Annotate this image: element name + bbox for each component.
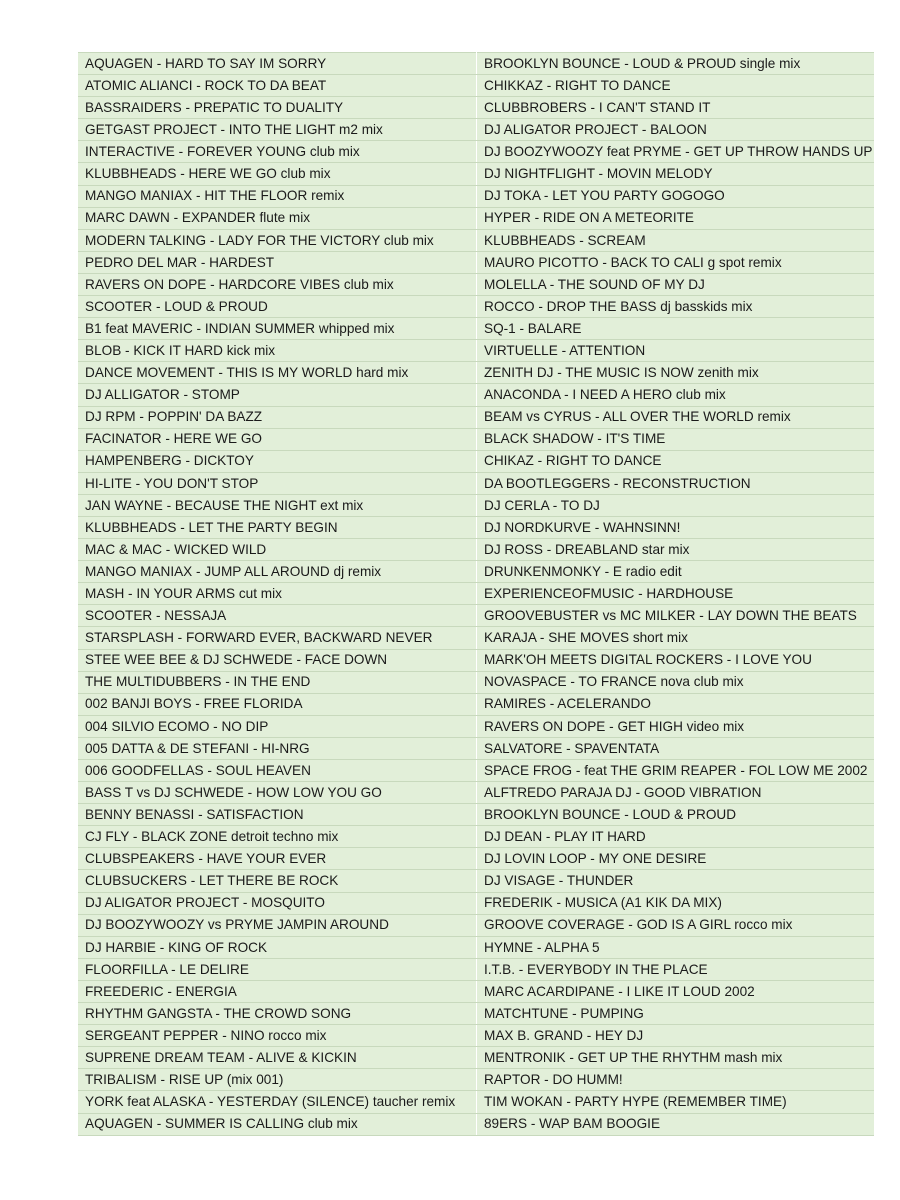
table-row (78, 450, 874, 472)
table-row (78, 539, 874, 561)
track-cell-left: GETGAST PROJECT - INTO THE LIGHT m2 mix (78, 119, 477, 141)
table-row (78, 1091, 874, 1113)
track-cell-left: MARC DAWN - EXPANDER flute mix (78, 207, 477, 229)
track-cell-left: HAMPENBERG - DICKTOY (78, 450, 477, 472)
track-cell-right: MARK'OH MEETS DIGITAL ROCKERS - I LOVE YOU (477, 649, 875, 671)
track-cell-left: 002 BANJI BOYS - FREE FLORIDA (78, 693, 477, 715)
track-cell-right: DJ BOOZYWOOZY feat PRYME - GET UP THROW HANDS UP (477, 141, 875, 163)
table-row (78, 406, 874, 428)
track-cell-right: GROOVE COVERAGE - GOD IS A GIRL rocco mix (477, 914, 875, 936)
track-cell-left: 005 DATTA & DE STEFANI - HI-NRG (78, 737, 477, 759)
track-cell-right: MARC ACARDIPANE - I LIKE IT LOUD 2002 (477, 980, 875, 1002)
track-cell-left: TRIBALISM - RISE UP (mix 001) (78, 1069, 477, 1091)
track-cell-right: CHIKAZ - RIGHT TO DANCE (477, 450, 875, 472)
table-row (78, 804, 874, 826)
track-cell-right: BEAM vs CYRUS - ALL OVER THE WORLD remix (477, 406, 875, 428)
track-cell-left: MAC & MAC - WICKED WILD (78, 539, 477, 561)
track-cell-left: AQUAGEN - HARD TO SAY IM SORRY (78, 53, 477, 75)
table-row (78, 627, 874, 649)
table-row (78, 1069, 874, 1091)
track-cell-left: BASSRAIDERS - PREPATIC TO DUALITY (78, 97, 477, 119)
table-row (78, 163, 874, 185)
track-cell-left: CJ FLY - BLACK ZONE detroit techno mix (78, 826, 477, 848)
track-cell-left: DJ RPM - POPPIN' DA BAZZ (78, 406, 477, 428)
table-row (78, 384, 874, 406)
table-row (78, 826, 874, 848)
track-cell-right: EXPERIENCEOFMUSIC - HARDHOUSE (477, 583, 875, 605)
table-row (78, 273, 874, 295)
table-row (78, 1003, 874, 1025)
table-row (78, 428, 874, 450)
track-cell-right: MATCHTUNE - PUMPING (477, 1003, 875, 1025)
track-cell-right: DJ VISAGE - THUNDER (477, 870, 875, 892)
track-cell-right: RAMIRES - ACELERANDO (477, 693, 875, 715)
track-cell-right: FREDERIK - MUSICA (A1 KIK DA MIX) (477, 892, 875, 914)
track-cell-right: DRUNKENMONKY - E radio edit (477, 561, 875, 583)
track-cell-left: SERGEANT PEPPER - NINO rocco mix (78, 1025, 477, 1047)
table-row (78, 980, 874, 1002)
table-row (78, 53, 874, 75)
table-row (78, 760, 874, 782)
table-row (78, 605, 874, 627)
track-cell-left: KLUBBHEADS - HERE WE GO club mix (78, 163, 477, 185)
track-cell-right: RAVERS ON DOPE - GET HIGH video mix (477, 715, 875, 737)
track-cell-left: PEDRO DEL MAR - HARDEST (78, 251, 477, 273)
table-row (78, 870, 874, 892)
track-cell-right: 89ERS - WAP BAM BOOGIE (477, 1113, 875, 1135)
track-cell-right: CHIKKAZ - RIGHT TO DANCE (477, 75, 875, 97)
track-cell-right: ALFTREDO PARAJA DJ - GOOD VIBRATION (477, 782, 875, 804)
track-cell-right: HYPER - RIDE ON A METEORITE (477, 207, 875, 229)
track-cell-right: BROOKLYN BOUNCE - LOUD & PROUD (477, 804, 875, 826)
track-cell-left: MODERN TALKING - LADY FOR THE VICTORY club mix (78, 229, 477, 251)
track-cell-left: DJ ALIGATOR PROJECT - MOSQUITO (78, 892, 477, 914)
track-cell-right: DJ CERLA - TO DJ (477, 494, 875, 516)
table-row (78, 185, 874, 207)
table-row (78, 229, 874, 251)
track-cell-right: SALVATORE - SPAVENTATA (477, 737, 875, 759)
track-cell-right: ANACONDA - I NEED A HERO club mix (477, 384, 875, 406)
track-cell-left: CLUBSUCKERS - LET THERE BE ROCK (78, 870, 477, 892)
track-cell-left: BENNY BENASSI - SATISFACTION (78, 804, 477, 826)
table-row (78, 1025, 874, 1047)
table-row (78, 892, 874, 914)
track-cell-left: YORK feat ALASKA - YESTERDAY (SILENCE) taucher remix (78, 1091, 477, 1113)
track-cell-left: HI-LITE - YOU DON'T STOP (78, 472, 477, 494)
table-row (78, 848, 874, 870)
table-row (78, 97, 874, 119)
table-row (78, 362, 874, 384)
track-cell-right: RAPTOR - DO HUMM! (477, 1069, 875, 1091)
table-row (78, 494, 874, 516)
track-cell-right: DJ TOKA - LET YOU PARTY GOGOGO (477, 185, 875, 207)
track-cell-left: JAN WAYNE - BECAUSE THE NIGHT ext mix (78, 494, 477, 516)
track-cell-right: NOVASPACE - TO FRANCE nova club mix (477, 671, 875, 693)
track-cell-right: BLACK SHADOW - IT'S TIME (477, 428, 875, 450)
track-cell-left: DJ BOOZYWOOZY vs PRYME JAMPIN AROUND (78, 914, 477, 936)
table-row (78, 516, 874, 538)
track-cell-left: MASH - IN YOUR ARMS cut mix (78, 583, 477, 605)
table-row (78, 561, 874, 583)
track-cell-left: BASS T vs DJ SCHWEDE - HOW LOW YOU GO (78, 782, 477, 804)
track-cell-left: RHYTHM GANGSTA - THE CROWD SONG (78, 1003, 477, 1025)
track-cell-right: ZENITH DJ - THE MUSIC IS NOW zenith mix (477, 362, 875, 384)
track-cell-left: BLOB - KICK IT HARD kick mix (78, 340, 477, 362)
track-cell-left: FREEDERIC - ENERGIA (78, 980, 477, 1002)
track-cell-left: KLUBBHEADS - LET THE PARTY BEGIN (78, 516, 477, 538)
track-cell-left: AQUAGEN - SUMMER IS CALLING club mix (78, 1113, 477, 1135)
track-cell-left: 004 SILVIO ECOMO - NO DIP (78, 715, 477, 737)
track-cell-left: SCOOTER - LOUD & PROUD (78, 296, 477, 318)
track-cell-right: VIRTUELLE - ATTENTION (477, 340, 875, 362)
track-cell-left: STEE WEE BEE & DJ SCHWEDE - FACE DOWN (78, 649, 477, 671)
table-row (78, 693, 874, 715)
table-row (78, 318, 874, 340)
table-row (78, 958, 874, 980)
table-row (78, 141, 874, 163)
track-cell-right: MAX B. GRAND - HEY DJ (477, 1025, 875, 1047)
table-row (78, 737, 874, 759)
track-cell-left: DANCE MOVEMENT - THIS IS MY WORLD hard mix (78, 362, 477, 384)
track-cell-left: FLOORFILLA - LE DELIRE (78, 958, 477, 980)
table-row (78, 936, 874, 958)
track-list-body (78, 53, 874, 1136)
table-row (78, 782, 874, 804)
track-cell-left: ATOMIC ALIANCI - ROCK TO DA BEAT (78, 75, 477, 97)
track-cell-left: 006 GOODFELLAS - SOUL HEAVEN (78, 760, 477, 782)
track-cell-right: CLUBBROBERS - I CAN'T STAND IT (477, 97, 875, 119)
track-cell-left: RAVERS ON DOPE - HARDCORE VIBES club mix (78, 273, 477, 295)
track-cell-left: SCOOTER - NESSAJA (78, 605, 477, 627)
table-row (78, 1047, 874, 1069)
track-cell-left: THE MULTIDUBBERS - IN THE END (78, 671, 477, 693)
track-list-table (78, 52, 874, 1136)
track-cell-right: DJ NIGHTFLIGHT - MOVIN MELODY (477, 163, 875, 185)
track-cell-right: I.T.B. - EVERYBODY IN THE PLACE (477, 958, 875, 980)
track-cell-right: HYMNE - ALPHA 5 (477, 936, 875, 958)
table-row (78, 207, 874, 229)
track-cell-right: DJ DEAN - PLAY IT HARD (477, 826, 875, 848)
track-cell-right: KLUBBHEADS - SCREAM (477, 229, 875, 251)
track-cell-left: DJ ALLIGATOR - STOMP (78, 384, 477, 406)
track-cell-left: DJ HARBIE - KING OF ROCK (78, 936, 477, 958)
track-cell-right: ROCCO - DROP THE BASS dj basskids mix (477, 296, 875, 318)
track-cell-right: DJ NORDKURVE - WAHNSINN! (477, 516, 875, 538)
track-cell-right: TIM WOKAN - PARTY HYPE (REMEMBER TIME) (477, 1091, 875, 1113)
table-row (78, 75, 874, 97)
track-cell-right: SPACE FROG - feat THE GRIM REAPER - FOL LOW ME 2002 (477, 760, 875, 782)
table-row (78, 472, 874, 494)
track-cell-left: B1 feat MAVERIC - INDIAN SUMMER whipped mix (78, 318, 477, 340)
track-cell-right: MAURO PICOTTO - BACK TO CALI g spot remix (477, 251, 875, 273)
track-cell-left: STARSPLASH - FORWARD EVER, BACKWARD NEVER (78, 627, 477, 649)
track-cell-right: MENTRONIK - GET UP THE RHYTHM mash mix (477, 1047, 875, 1069)
table-row (78, 583, 874, 605)
table-row (78, 1113, 874, 1135)
track-cell-right: DJ LOVIN LOOP - MY ONE DESIRE (477, 848, 875, 870)
track-cell-left: FACINATOR - HERE WE GO (78, 428, 477, 450)
track-cell-right: KARAJA - SHE MOVES short mix (477, 627, 875, 649)
table-row (78, 340, 874, 362)
track-cell-right: DJ ROSS - DREABLAND star mix (477, 539, 875, 561)
track-cell-left: CLUBSPEAKERS - HAVE YOUR EVER (78, 848, 477, 870)
table-row (78, 649, 874, 671)
track-cell-left: MANGO MANIAX - JUMP ALL AROUND dj remix (78, 561, 477, 583)
track-cell-right: SQ-1 - BALARE (477, 318, 875, 340)
track-cell-right: DA BOOTLEGGERS - RECONSTRUCTION (477, 472, 875, 494)
table-row (78, 914, 874, 936)
track-cell-left: MANGO MANIAX - HIT THE FLOOR remix (78, 185, 477, 207)
track-cell-left: INTERACTIVE - FOREVER YOUNG club mix (78, 141, 477, 163)
track-cell-right: BROOKLYN BOUNCE - LOUD & PROUD single mix (477, 53, 875, 75)
table-row (78, 251, 874, 273)
table-row (78, 119, 874, 141)
table-row (78, 715, 874, 737)
table-row (78, 671, 874, 693)
track-cell-right: DJ ALIGATOR PROJECT - BALOON (477, 119, 875, 141)
table-row (78, 296, 874, 318)
track-cell-right: MOLELLA - THE SOUND OF MY DJ (477, 273, 875, 295)
track-cell-left: SUPRENE DREAM TEAM - ALIVE & KICKIN (78, 1047, 477, 1069)
track-cell-right: GROOVEBUSTER vs MC MILKER - LAY DOWN THE BEATS (477, 605, 875, 627)
